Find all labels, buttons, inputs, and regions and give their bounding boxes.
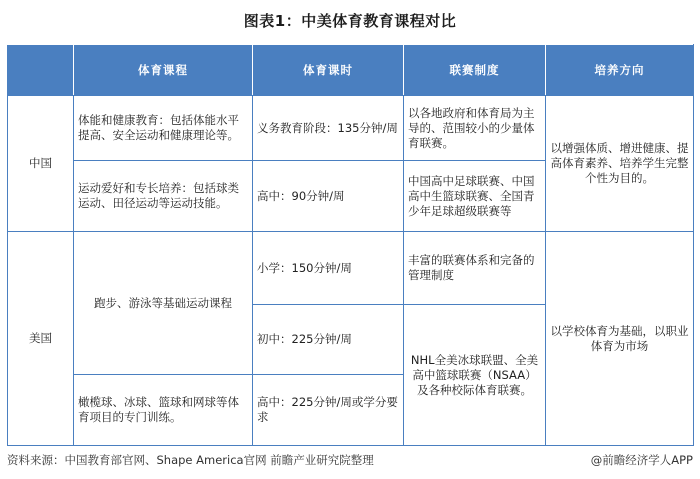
hours-cell: 高中：90分钟/周 (253, 161, 404, 232)
course-cell: 跑步、游泳等基础运动课程 (74, 232, 253, 375)
header-cell-league: 联赛制度 (404, 45, 546, 96)
brand-credit: @前瞻经济学人APP (590, 453, 693, 467)
country-cell-usa: 美国 (8, 232, 74, 446)
league-cell: 丰富的联赛体系和完备的管理制度 (404, 232, 546, 305)
course-cell: 体能和健康教育：包括体能水平提高、安全运动和健康理论等。 (74, 96, 253, 161)
course-cell: 运动爱好和专长培养：包括球类运动、田径运动等运动技能。 (74, 161, 253, 232)
direction-cell-china: 以增强体质、增进健康、提高体育素养、培养学生完整个性为目的。 (546, 96, 694, 232)
hours-cell: 高中：225分钟/周或学分要求 (253, 375, 404, 446)
table-row (8, 232, 694, 305)
source-note: 资料来源：中国教育部官网、Shape America官网 前瞻产业研究院整理 (7, 453, 374, 467)
table-header-row (8, 45, 694, 96)
hours-cell: 初中：225分钟/周 (253, 305, 404, 375)
league-cell: NHL全美冰球联盟、全美高中篮球联赛（NSAA）及各种校际体育联赛。 (404, 305, 546, 446)
header-cell-hours: 体育课时 (253, 45, 404, 96)
league-cell: 中国高中足球联赛、中国高中生篮球联赛、全国青少年足球超级联赛等 (404, 161, 546, 232)
country-cell-china: 中国 (8, 96, 74, 232)
table-row (8, 96, 694, 161)
comparison-table (7, 44, 694, 446)
hours-cell: 义务教育阶段：135分钟/周 (253, 96, 404, 161)
direction-cell-usa: 以学校体育为基础，以职业体育为市场 (546, 232, 694, 446)
league-cell: 以各地政府和体育局为主导的、范围较小的少量体育联赛。 (404, 96, 546, 161)
course-cell: 橄榄球、冰球、篮球和网球等体育项目的专门训练。 (74, 375, 253, 446)
header-cell-corner (8, 45, 74, 96)
hours-cell: 小学：150分钟/周 (253, 232, 404, 305)
page-title: 图表1：中美体育教育课程对比 (243, 12, 457, 30)
header-cell-direction: 培养方向 (546, 45, 694, 96)
header-cell-course: 体育课程 (74, 45, 253, 96)
